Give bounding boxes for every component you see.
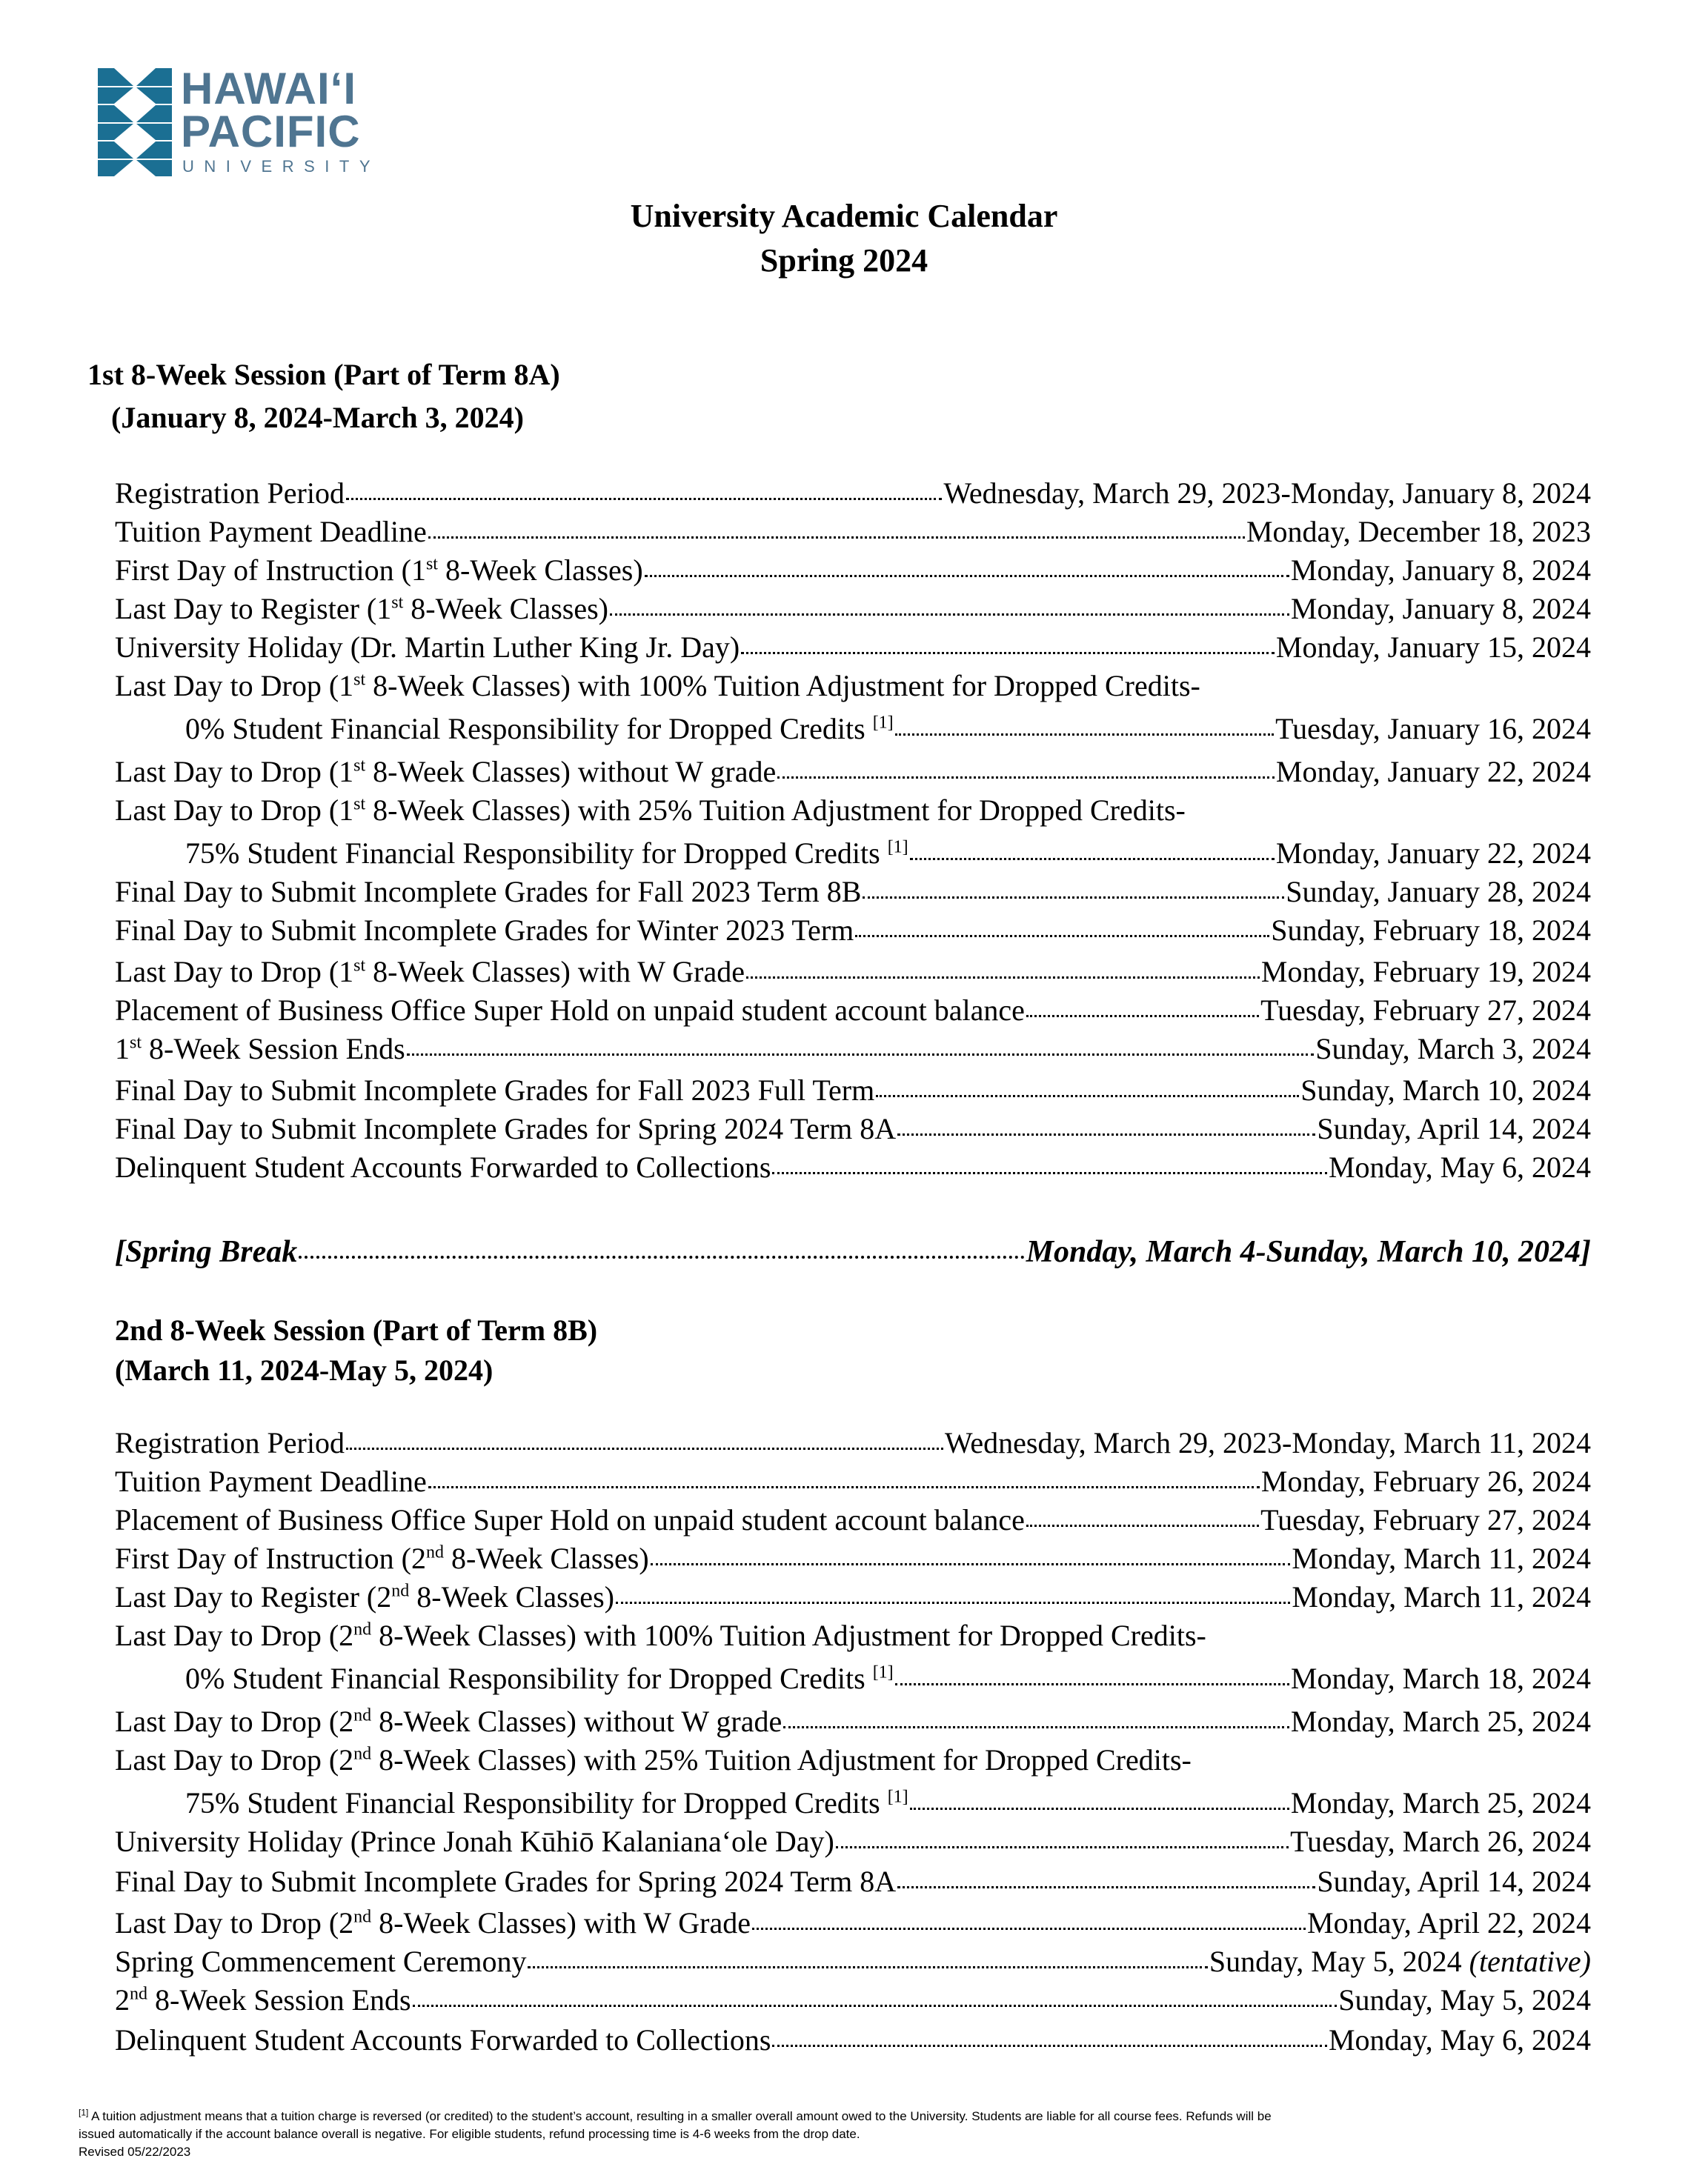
calendar-row — [115, 513, 1591, 551]
event-label: Final Day to Submit Incomplete Grades for Fall 2023 Term 8B — [115, 875, 862, 908]
dot-leader — [895, 1683, 1289, 1685]
event-label: Last Day to Register (2nd 8-Week Classes) — [115, 1580, 614, 1614]
ordinal-suffix: nd — [353, 1907, 372, 1927]
dot-leader — [863, 896, 1284, 899]
dot-leader — [346, 498, 942, 500]
calendar-row — [115, 1071, 1591, 1110]
event-label: 75% Student Financial Responsibility for Dropped Credits [1] — [185, 1786, 908, 1820]
event-date: Wednesday, March 29, 2023-Monday, March 11, 2024 — [944, 1426, 1591, 1459]
event-label: Delinquent Student Accounts Forwarded to Collections — [115, 2023, 771, 2057]
dot-leader — [428, 536, 1245, 539]
session1-range: (January 8, 2024-March 3, 2024) — [111, 401, 524, 434]
footnote-ref: [1] — [887, 837, 908, 857]
calendar-row — [115, 1424, 1591, 1462]
logo-mark-icon — [98, 68, 172, 176]
event-date: Monday, March 18, 2024 — [1290, 1662, 1591, 1695]
event-label: Final Day to Submit Incomplete Grades for Spring 2024 Term 8A — [115, 1112, 897, 1145]
event-label: Last Day to Register (1st 8-Week Classes) — [115, 592, 608, 625]
calendar-row — [115, 834, 1591, 873]
dot-leader — [1026, 1015, 1259, 1017]
dot-leader — [299, 1256, 1024, 1259]
footnote-ref: [1] — [887, 1787, 908, 1807]
dot-leader — [413, 2005, 1338, 2007]
calendar-row — [115, 1981, 1591, 2020]
spring-break-label: [Spring Break — [115, 1235, 298, 1269]
dot-leader — [910, 858, 1275, 860]
event-label: First Day of Instruction (2nd 8-Week Classes) — [115, 1542, 649, 1575]
event-date: Monday, January 8, 2024 — [1290, 592, 1591, 625]
dot-leader — [428, 1486, 1260, 1488]
dot-leader — [746, 976, 1260, 979]
event-label: Last Day to Drop (1st 8-Week Classes) with 100% Tuition Adjustment for Dropped Credits- — [115, 669, 1200, 702]
ordinal-suffix: nd — [353, 1744, 372, 1764]
ordinal-suffix: nd — [130, 1984, 147, 2004]
event-date: Tuesday, March 26, 2024 — [1290, 1825, 1591, 1858]
dot-leader — [528, 1966, 1207, 1968]
page-title: University Academic Calendar — [630, 198, 1058, 234]
event-label: Placement of Business Office Super Hold on unpaid student account balance — [115, 993, 1025, 1027]
dot-leader — [772, 2045, 1327, 2047]
calendar-row — [115, 873, 1591, 911]
event-label: Last Day to Drop (2nd 8-Week Classes) with W Grade — [115, 1906, 751, 1940]
calendar-row — [115, 1822, 1591, 1861]
event-date: Monday, January 8, 2024 — [1290, 553, 1591, 587]
dot-leader — [1026, 1525, 1259, 1527]
event-label: Delinquent Student Accounts Forwarded to Collections — [115, 1151, 771, 1184]
footnote-line2: issued automatically if the account balance overall is negative. For eligible students, refund processing time is 4-6 weeks from the drop date. — [79, 2127, 860, 2141]
event-label: Tuition Payment Deadline — [115, 515, 427, 548]
calendar-row — [115, 991, 1591, 1030]
dot-leader — [895, 733, 1274, 736]
ordinal-suffix: nd — [353, 1705, 372, 1725]
event-date: Sunday, January 28, 2024 — [1286, 875, 1591, 908]
calendar-row — [115, 2021, 1591, 2060]
calendar-row — [115, 1904, 1591, 1942]
calendar-row — [115, 953, 1591, 991]
calendar-row — [115, 1501, 1591, 1539]
event-date: Monday, April 22, 2024 — [1307, 1906, 1591, 1940]
event-label: 1st 8-Week Session Ends — [115, 1032, 405, 1065]
ordinal-suffix: st — [391, 593, 404, 613]
event-label: Spring Commencement Ceremony — [115, 1945, 527, 1978]
event-date: Monday, May 6, 2024 — [1328, 1151, 1591, 1184]
session2-heading: 2nd 8-Week Session (Part of Term 8B) — [115, 1314, 598, 1347]
dot-leader — [836, 1846, 1289, 1848]
calendar-row — [115, 551, 1591, 590]
event-label: Registration Period — [115, 1426, 345, 1459]
event-label: 0% Student Financial Responsibility for Dropped Credits [1] — [185, 712, 894, 745]
logo-wordmark-line1: HAWAIʻI — [181, 64, 357, 113]
ordinal-suffix: st — [353, 956, 366, 976]
dot-leader — [777, 776, 1275, 779]
dot-leader — [645, 575, 1289, 577]
ordinal-suffix: st — [130, 1033, 142, 1053]
event-label: 75% Student Financial Responsibility for Dropped Credits [1] — [185, 836, 908, 870]
calendar-row — [115, 1148, 1591, 1187]
event-date: Sunday, April 14, 2024 — [1317, 1865, 1591, 1898]
dot-leader — [772, 1172, 1327, 1174]
dot-leader — [610, 613, 1289, 616]
event-label: Tuition Payment Deadline — [115, 1465, 427, 1498]
ordinal-suffix: st — [425, 554, 438, 574]
calendar-row — [115, 1702, 1591, 1741]
dot-leader — [855, 935, 1269, 937]
event-label: Final Day to Submit Incomplete Grades for Spring 2024 Term 8A — [115, 1865, 897, 1898]
event-date: Wednesday, March 29, 2023-Monday, January 8, 2024 — [943, 476, 1591, 510]
ordinal-suffix: st — [353, 670, 366, 690]
event-label: University Holiday (Prince Jonah Kūhiō Kalanianaʻole Day) — [115, 1825, 834, 1858]
event-date: Sunday, March 3, 2024 — [1315, 1032, 1591, 1065]
logo-wordmark-line2: PACIFIC — [181, 107, 361, 156]
dot-leader — [741, 652, 1275, 654]
event-label: Last Day to Drop (1st 8-Week Classes) with W Grade — [115, 955, 745, 988]
footnote-line1: [1] A tuition adjustment means that a tuition charge is reversed (or credited) to the student’s account, resulting in a smaller overall amount owed to the University. Students are liable for all course fees. Refunds will be — [79, 2107, 1272, 2123]
ordinal-suffix: st — [353, 794, 366, 814]
calendar-row — [115, 628, 1591, 667]
event-date: Monday, January 15, 2024 — [1275, 630, 1591, 664]
event-date: Monday, March 11, 2024 — [1292, 1542, 1591, 1575]
dot-leader — [651, 1563, 1291, 1565]
ordinal-suffix: st — [353, 756, 366, 776]
university-logo — [98, 64, 409, 179]
event-date: Sunday, April 14, 2024 — [1317, 1112, 1591, 1145]
event-date: Sunday, March 10, 2024 — [1300, 1073, 1591, 1107]
dot-leader — [897, 1886, 1315, 1888]
logo-wordmark-line3: UNIVERSITY — [182, 157, 381, 176]
event-label: Registration Period — [115, 476, 345, 510]
event-date: Monday, January 22, 2024 — [1275, 755, 1591, 788]
event-date: Tuesday, January 16, 2024 — [1275, 712, 1591, 745]
calendar-row — [115, 1617, 1591, 1655]
event-label: 2nd 8-Week Session Ends — [115, 1983, 411, 2017]
event-date: Sunday, February 18, 2024 — [1271, 913, 1591, 947]
calendar-row — [115, 590, 1591, 628]
calendar-row — [115, 1784, 1591, 1822]
event-date: Monday, February 26, 2024 — [1260, 1465, 1591, 1498]
page-subtitle: Spring 2024 — [760, 242, 928, 279]
dot-leader — [346, 1448, 943, 1450]
event-label: 0% Student Financial Responsibility for Dropped Credits [1] — [185, 1662, 894, 1695]
ordinal-suffix: nd — [425, 1542, 444, 1562]
spring-break-row — [115, 1233, 1591, 1271]
calendar-row — [115, 1578, 1591, 1617]
event-label: Last Day to Drop (2nd 8-Week Classes) without W grade — [115, 1705, 782, 1738]
dot-leader — [876, 1095, 1299, 1097]
calendar-row — [115, 474, 1591, 513]
event-date: Monday, January 22, 2024 — [1275, 836, 1591, 870]
event-date: Monday, March 25, 2024 — [1290, 1705, 1591, 1738]
calendar-row — [115, 1110, 1591, 1148]
calendar-row — [115, 1539, 1591, 1578]
session1-heading: 1st 8-Week Session (Part of Term 8A) — [87, 358, 560, 391]
footnote-ref: [1] — [872, 1662, 894, 1682]
event-label: Last Day to Drop (1st 8-Week Classes) without W grade — [115, 755, 777, 788]
event-date: Monday, December 18, 2023 — [1246, 515, 1591, 548]
spring-break-dates: Monday, March 4-Sunday, March 10, 2024] — [1026, 1235, 1591, 1269]
calendar-row — [115, 753, 1591, 791]
calendar-row — [115, 667, 1591, 705]
event-label: Last Day to Drop (2nd 8-Week Classes) with 100% Tuition Adjustment for Dropped Credits- — [115, 1619, 1206, 1652]
event-label: Placement of Business Office Super Hold on unpaid student account balance — [115, 1503, 1025, 1537]
event-label: First Day of Instruction (1st 8-Week Classes) — [115, 553, 643, 587]
dot-leader — [783, 1726, 1289, 1728]
dot-leader — [910, 1808, 1289, 1810]
dot-leader — [616, 1602, 1290, 1604]
event-date: Monday, March 25, 2024 — [1290, 1786, 1591, 1820]
event-date: Monday, March 11, 2024 — [1292, 1580, 1591, 1614]
event-label: Final Day to Submit Incomplete Grades for Fall 2023 Full Term — [115, 1073, 875, 1107]
event-label: Last Day to Drop (2nd 8-Week Classes) with 25% Tuition Adjustment for Dropped Credits- — [115, 1743, 1192, 1777]
calendar-row — [115, 1659, 1591, 1698]
calendar-row — [115, 1942, 1591, 1981]
calendar-row — [115, 1741, 1591, 1780]
event-label: Final Day to Submit Incomplete Grades for Winter 2023 Term — [115, 913, 854, 947]
calendar-row — [115, 791, 1591, 830]
event-date: Monday, May 6, 2024 — [1328, 2023, 1591, 2057]
revised-date: Revised 05/22/2023 — [79, 2145, 191, 2159]
ordinal-suffix: nd — [391, 1581, 410, 1601]
event-date: Monday, February 19, 2024 — [1260, 955, 1591, 988]
session2-range: (March 11, 2024-May 5, 2024) — [115, 1354, 494, 1387]
calendar-row — [115, 911, 1591, 950]
calendar-row — [115, 710, 1591, 748]
event-date: Tuesday, February 27, 2024 — [1260, 993, 1591, 1027]
dot-leader — [897, 1133, 1315, 1136]
event-date: Sunday, May 5, 2024 — [1338, 1983, 1591, 2017]
footnote-ref: [1] — [872, 713, 894, 733]
dot-leader — [752, 1928, 1306, 1930]
calendar-row — [115, 1030, 1591, 1068]
calendar-row — [115, 1862, 1591, 1901]
event-date: Tuesday, February 27, 2024 — [1260, 1503, 1591, 1537]
event-label: University Holiday (Dr. Martin Luther King Jr. Day) — [115, 630, 740, 664]
footnote-marker: [1] — [79, 2107, 89, 2118]
event-label: Last Day to Drop (1st 8-Week Classes) with 25% Tuition Adjustment for Dropped Credits- — [115, 793, 1186, 827]
event-date: Sunday, May 5, 2024 (tentative) — [1209, 1945, 1591, 1978]
ordinal-suffix: nd — [353, 1619, 372, 1639]
dot-leader — [407, 1053, 1315, 1056]
calendar-row — [115, 1462, 1591, 1501]
tentative-note: (tentative) — [1469, 1945, 1591, 1978]
